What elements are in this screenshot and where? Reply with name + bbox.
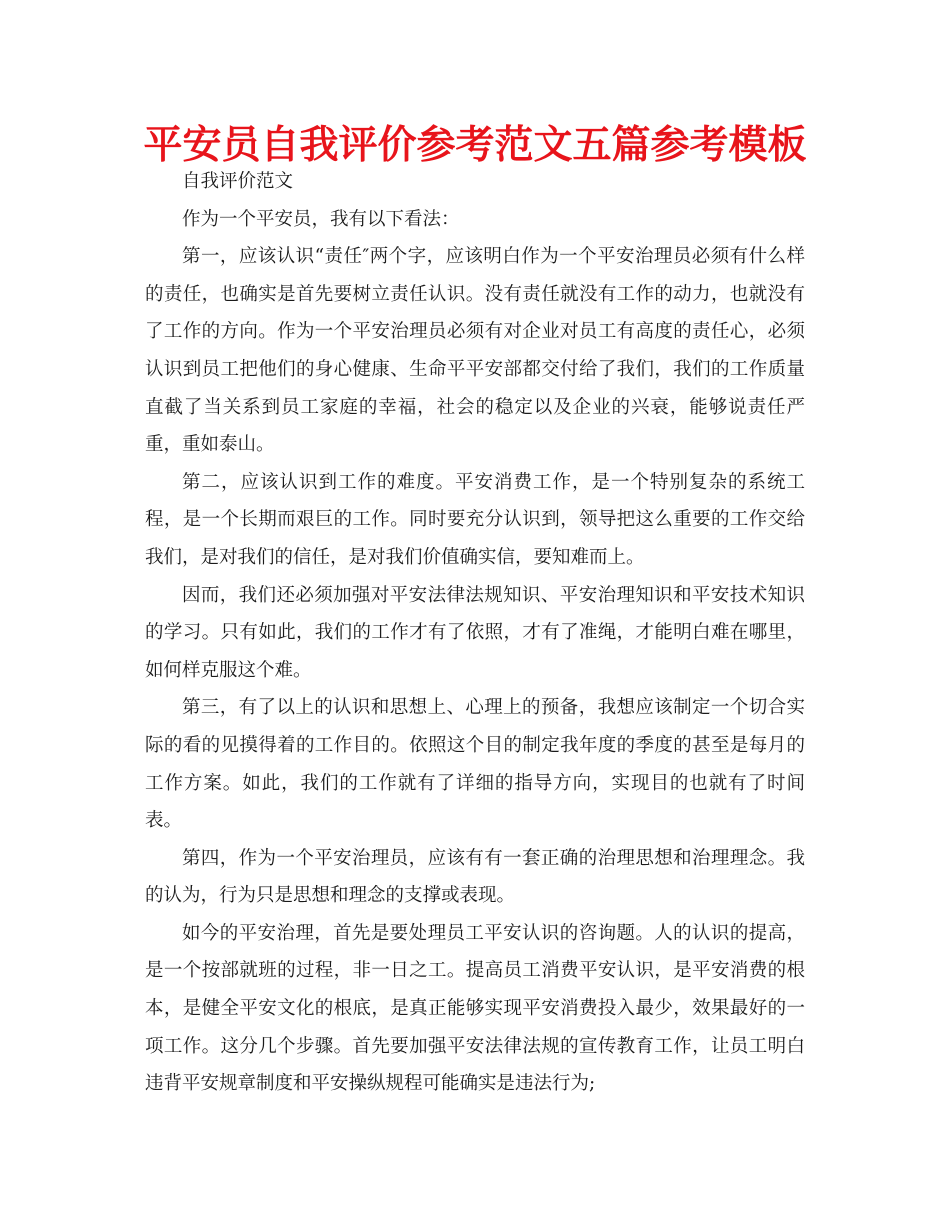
document-body: [145, 163, 805, 1103]
paragraph-fourth: 第四，作为一个平安治理员，应该有有一套正确的治理思想和治理理念。我的认为，行为只是思想和理念的支撑或表现。: [145, 847, 805, 907]
paragraph-intro: 作为一个平安员，我有以下看法：: [182, 208, 460, 230]
paragraph-subtitle: 自我评价范文: [182, 171, 294, 192]
paragraph-first: 第一，应该认识“责任″两个字，应该明白作为一个平安治理员必须有什么样的责任，也确实是首先要树立责任认识。没有责任就没有工作的动力，也就没有了工作的方向。作为一个平安治理员必须有对企业对员工有高度的责任心，必须认识到员工把他们的身心健康、生命平平安部都交付给了我们，我们的工作质量直截了当关系到员工家庭的幸福，社会的稳定以及企业的兴衰，能够说责任严重，重如泰山。: [145, 246, 805, 456]
paragraph-third: 第三，有了以上的认识和思想上、心理上的预备，我想应该制定一个切合实际的看的见摸得着的工作目的。依照这个目的制定我年度的季度的甚至是每月的工作方案。如此，我们的工作就有了详细的指导方向，实现目的也就有了时间表。: [145, 697, 805, 832]
paragraph-second: 第二，应该认识到工作的难度。平安消费工作，是一个特别复杂的系统工程，是一个长期而艰巨的工作。同时要充分认识到，领导把这么重要的工作交给我们，是对我们的信任，是对我们价值确实信，要知难而上。: [145, 471, 805, 568]
paragraph-current: 如今的平安治理，首先是要处理员工平安认识的咨询题。人的认识的提高，是一个按部就班的过程，非一日之工。提高员工消费平安认识，是平安消费的根本，是健全平安文化的根底，是真正能够实现平安消费投入最少，效果最好的一项工作。这分几个步骤。首先要加强平安法律法规的宣传教育工作，让员工明白违背平安规章制度和平安操纵规程可能确实是违法行为;: [145, 922, 805, 1095]
document-title: 平安员自我评价参考范文五篇参考模板: [143, 123, 807, 168]
paragraph-therefore: 因而，我们还必须加强对平安法律法规知识、平安治理知识和平安技术知识的学习。只有如此，我们的工作才有了依照，才有了准绳，才能明白难在哪里，如何样克服这个难。: [145, 584, 805, 681]
